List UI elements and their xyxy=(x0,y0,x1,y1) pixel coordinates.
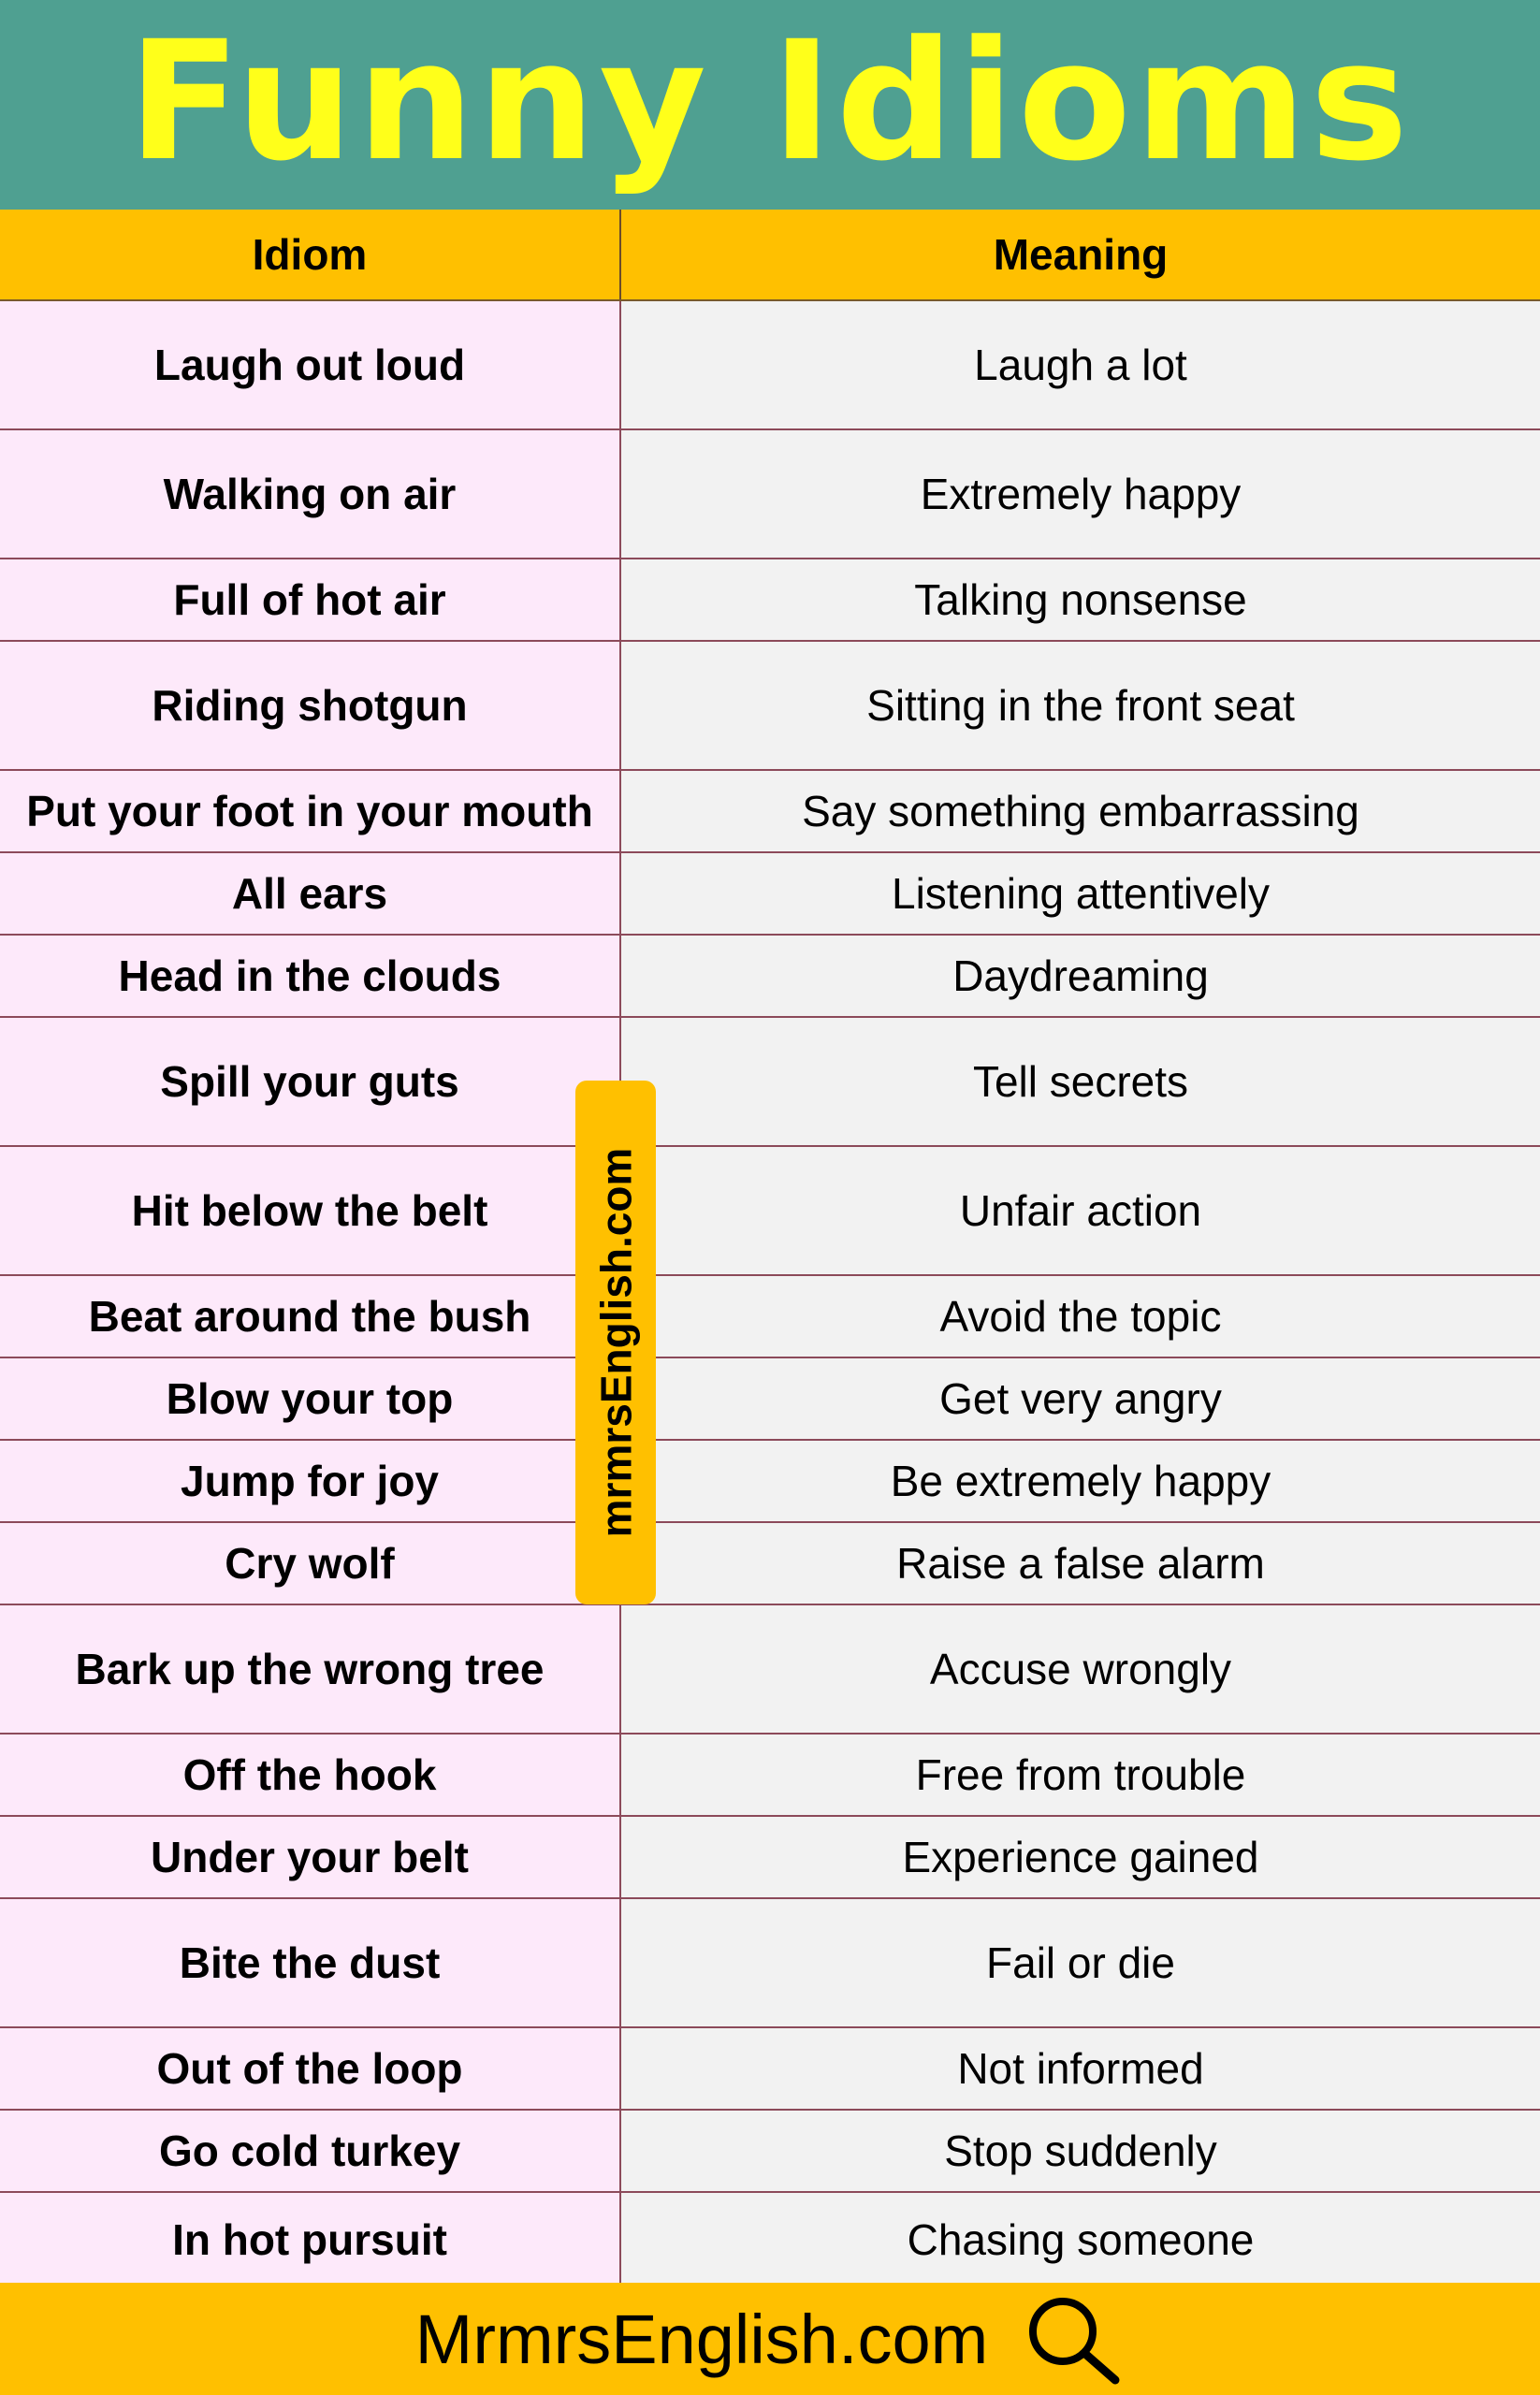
table-row xyxy=(0,1899,1540,2028)
page-title: Funny Idioms xyxy=(127,6,1413,197)
idiom-cell: Under your belt xyxy=(0,1817,621,1897)
idiom-cell: Beat around the bush xyxy=(0,1276,621,1357)
idiom-cell: Hit below the belt xyxy=(0,1147,621,1274)
idiom-cell: Blow your top xyxy=(0,1358,621,1439)
meaning-cell: Listening attentively xyxy=(621,853,1540,934)
table-row xyxy=(0,1441,1540,1523)
table-row xyxy=(0,1276,1540,1358)
idiom-cell: Bite the dust xyxy=(0,1899,621,2026)
meaning-cell: Chasing someone xyxy=(621,2193,1540,2286)
idiom-cell: Head in the clouds xyxy=(0,936,621,1016)
idiom-cell: Laugh out loud xyxy=(0,301,621,428)
idiom-cell: All ears xyxy=(0,853,621,934)
meaning-cell: Experience gained xyxy=(621,1817,1540,1897)
watermark-text: mrmrsEnglish.com xyxy=(591,1147,640,1538)
table-row xyxy=(0,559,1540,642)
meaning-cell: Say something embarrassing xyxy=(621,771,1540,851)
search-icon[interactable] xyxy=(1022,2292,1125,2386)
meaning-cell: Be extremely happy xyxy=(621,1441,1540,1521)
meaning-cell: Free from trouble xyxy=(621,1735,1540,1815)
meaning-cell: Not informed xyxy=(621,2028,1540,2109)
idiom-cell: Riding shotgun xyxy=(0,642,621,769)
watermark-badge xyxy=(575,1081,656,1604)
idiom-cell: Walking on air xyxy=(0,430,621,558)
meaning-cell: Fail or die xyxy=(621,1899,1540,2026)
meaning-cell: Extremely happy xyxy=(621,430,1540,558)
table-row xyxy=(0,2111,1540,2193)
meaning-cell: Unfair action xyxy=(621,1147,1540,1274)
idiom-cell: Cry wolf xyxy=(0,1523,621,1604)
footer-banner xyxy=(0,2283,1540,2395)
table-row xyxy=(0,1817,1540,1899)
table-row xyxy=(0,936,1540,1018)
table-row xyxy=(0,642,1540,771)
table-row xyxy=(0,301,1540,430)
table-row xyxy=(0,1358,1540,1441)
table-row xyxy=(0,430,1540,559)
footer-site-link[interactable]: MrmrsEnglish.com xyxy=(414,2300,989,2378)
meaning-cell: Talking nonsense xyxy=(621,559,1540,640)
meaning-cell: Daydreaming xyxy=(621,936,1540,1016)
table-row xyxy=(0,853,1540,936)
meaning-cell: Tell secrets xyxy=(621,1018,1540,1145)
meaning-cell: Accuse wrongly xyxy=(621,1605,1540,1733)
table-row xyxy=(0,2028,1540,2111)
idiom-cell: Go cold turkey xyxy=(0,2111,621,2191)
meaning-cell: Sitting in the front seat xyxy=(621,642,1540,769)
meaning-cell: Avoid the topic xyxy=(621,1276,1540,1357)
idiom-cell: Full of hot air xyxy=(0,559,621,640)
meaning-cell: Raise a false alarm xyxy=(621,1523,1540,1604)
idiom-cell: Off the hook xyxy=(0,1735,621,1815)
idiom-cell: Bark up the wrong tree xyxy=(0,1605,621,1733)
idiom-cell: Spill your guts xyxy=(0,1018,621,1145)
meaning-cell: Get very angry xyxy=(621,1358,1540,1439)
table-row xyxy=(0,1018,1540,1147)
idiom-table xyxy=(0,301,1540,2286)
table-row xyxy=(0,1147,1540,1276)
title-banner xyxy=(0,0,1540,210)
column-header-meaning: Meaning xyxy=(993,230,1169,279)
idiom-cell: Out of the loop xyxy=(0,2028,621,2109)
table-header xyxy=(0,210,1540,301)
table-row xyxy=(0,2193,1540,2286)
column-header-idiom: Idiom xyxy=(0,210,621,299)
meaning-cell: Laugh a lot xyxy=(621,301,1540,428)
table-row xyxy=(0,1735,1540,1817)
idiom-cell: Put your foot in your mouth xyxy=(0,771,621,851)
idiom-cell: In hot pursuit xyxy=(0,2193,621,2286)
table-row xyxy=(0,1523,1540,1605)
idiom-cell: Jump for joy xyxy=(0,1441,621,1521)
table-row xyxy=(0,771,1540,853)
table-row xyxy=(0,1605,1540,1735)
meaning-cell: Stop suddenly xyxy=(621,2111,1540,2191)
